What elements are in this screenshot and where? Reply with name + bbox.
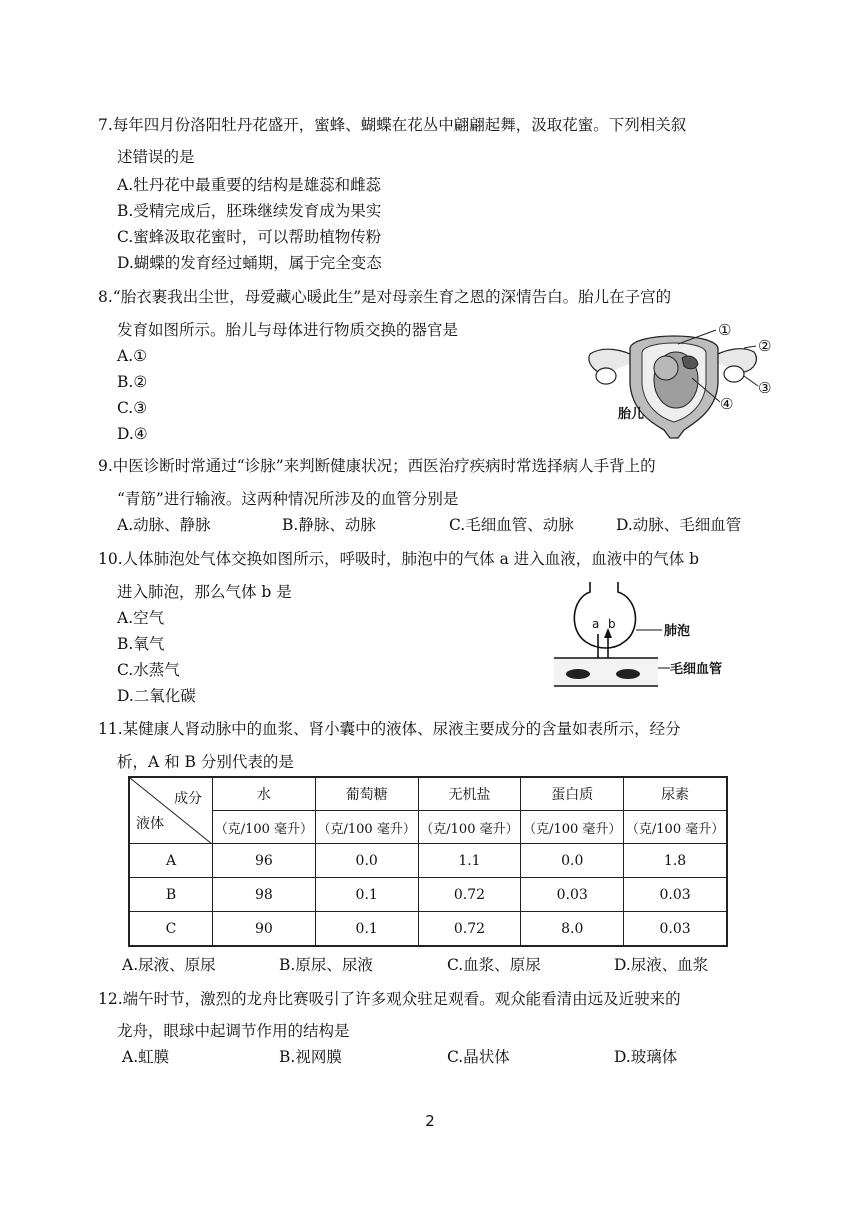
col-header-name: 无机盐 [418,777,521,811]
q8-option-b: B.② [117,373,148,391]
table-cell: 0.03 [521,878,624,912]
q11-option-a: A.尿液、原尿 [122,956,216,974]
table-cell: 0.0 [521,844,624,878]
figure-label-4: ④ [720,395,734,413]
q9-stem-line1: 9.中医诊断时常通过“诊脉”来判断健康状况；西医治疗疾病时常选择病人手背上的 [98,457,656,475]
table-cell: 8.0 [521,912,624,947]
q11-option-b: B.原尿、尿液 [279,956,373,974]
q10-stem-line2: 进入肺泡，那么气体 b 是 [117,583,292,601]
table-cell: 90 [213,912,316,947]
q9-stem-line2: “青筋”进行输液。这两种情况所涉及的血管分别是 [117,490,459,508]
col-header-unit: （克/100 毫升） [521,811,624,844]
q10-option-b: B.氧气 [117,635,165,653]
q8-stem-line2: 发育如图所示。胎儿与母体进行物质交换的器官是 [117,321,459,339]
figure-label-1: ① [718,321,732,339]
col-header-unit: （克/100 毫升） [315,811,418,844]
urine-composition-table [128,776,728,947]
q7-option-a: A.牡丹花中最重要的结构是雄蕊和雌蕊 [117,176,382,194]
row-label: A [129,844,213,878]
table-cell: 0.03 [624,912,727,947]
table-cell: 96 [213,844,316,878]
q8-option-d: D.④ [117,425,148,443]
q10-option-d: D.二氧化碳 [117,687,196,705]
q12-option-d: D.玻璃体 [614,1048,678,1066]
table-cell: 0.1 [315,912,418,947]
q10-stem-line1: 10.人体肺泡处气体交换如图所示，呼吸时，肺泡中的气体 a 进入血液，血液中的气体 b [98,550,700,568]
col-header-unit: （克/100 毫升） [213,811,316,844]
corner-top-label: 成分 [174,791,202,807]
q11-stem-line2: 析，A 和 B 分别代表的是 [117,753,294,771]
row-label: C [129,912,213,947]
col-header-name: 葡萄糖 [315,777,418,811]
alveolus-label: 肺泡 [664,624,691,639]
table-row [129,844,727,878]
table-cell: 0.1 [315,878,418,912]
fetus-label: 胎儿 [618,407,645,422]
table-cell: 1.1 [418,844,521,878]
gas-a-label: a [592,617,600,631]
table-cell: 1.8 [624,844,727,878]
q8-stem-line1: 8.“胎衣裹我出尘世，母爱藏心暖此生”是对母亲生育之恩的深情告白。胎儿在子宫的 [98,288,672,306]
table-cell: 0.72 [418,878,521,912]
col-header-unit: （克/100 毫升） [418,811,521,844]
q9-options [117,514,777,536]
q9-option-d: D.动脉、毛细血管 [616,516,742,534]
q11-option-d: D.尿液、血浆 [614,956,709,974]
q12-option-b: B.视网膜 [279,1048,342,1066]
table-row [129,912,727,947]
q12-option-a: A.虹膜 [122,1048,170,1066]
q7-option-b: B.受精完成后，胚珠继续发育成为果实 [117,202,382,220]
q8-option-a: A.① [117,347,148,365]
capillary-label: 毛细血管 [670,662,723,677]
col-header-unit: （克/100 毫升） [624,811,727,844]
figure-label-3: ③ [758,379,772,397]
corner-bottom-label: 液体 [136,816,164,832]
q10-option-c: C.水蒸气 [117,661,180,679]
q9-option-b: B.静脉、动脉 [282,516,376,534]
gas-b-label: b [608,617,616,631]
col-header-name: 水 [213,777,316,811]
q7-option-c: C.蜜蜂汲取花蜜时，可以帮助植物传粉 [117,228,382,246]
col-header-name: 尿素 [624,777,727,811]
table-cell: 0.0 [315,844,418,878]
q10-option-a: A.空气 [117,609,165,627]
q12-options [122,1046,782,1068]
page-number: 2 [425,1112,435,1130]
q11-option-c: C.血浆、原尿 [447,956,541,974]
q11-options [122,954,782,976]
q9-option-c: C.毛细血管、动脉 [449,516,574,534]
col-header-name: 蛋白质 [521,777,624,811]
figure-label-2: ② [758,337,772,355]
table-row [129,878,727,912]
table-corner-cell [129,777,213,844]
table-cell: 0.03 [624,878,727,912]
q11-stem-line1: 11.某健康人肾动脉中的血浆、肾小囊中的液体、尿液主要成分的含量如表所示，经分 [98,720,681,738]
q12-stem-line2: 龙舟，眼球中起调节作用的结构是 [117,1022,350,1040]
q7-option-d: D.蝴蝶的发育经过蛹期，属于完全变态 [117,254,382,272]
table-cell: 0.72 [418,912,521,947]
q12-option-c: C.晶状体 [447,1048,510,1066]
q12-stem-line1: 12.端午时节，激烈的龙舟比赛吸引了许多观众驻足观看。观众能看清由远及近驶来的 [98,990,681,1008]
q8-option-c: C.③ [117,399,148,417]
q9-option-a: A.动脉、静脉 [117,516,211,534]
uterus-fetus-figure [584,318,780,440]
q7-stem-line2: 述错误的是 [117,148,195,166]
q7-stem-line1: 7.每年四月份洛阳牡丹花盛开，蜜蜂、蝴蝶在花丛中翩翩起舞，汲取花蜜。下列相关叙 [98,116,687,134]
row-label: B [129,878,213,912]
table-cell: 98 [213,878,316,912]
alveolus-figure [550,582,746,692]
